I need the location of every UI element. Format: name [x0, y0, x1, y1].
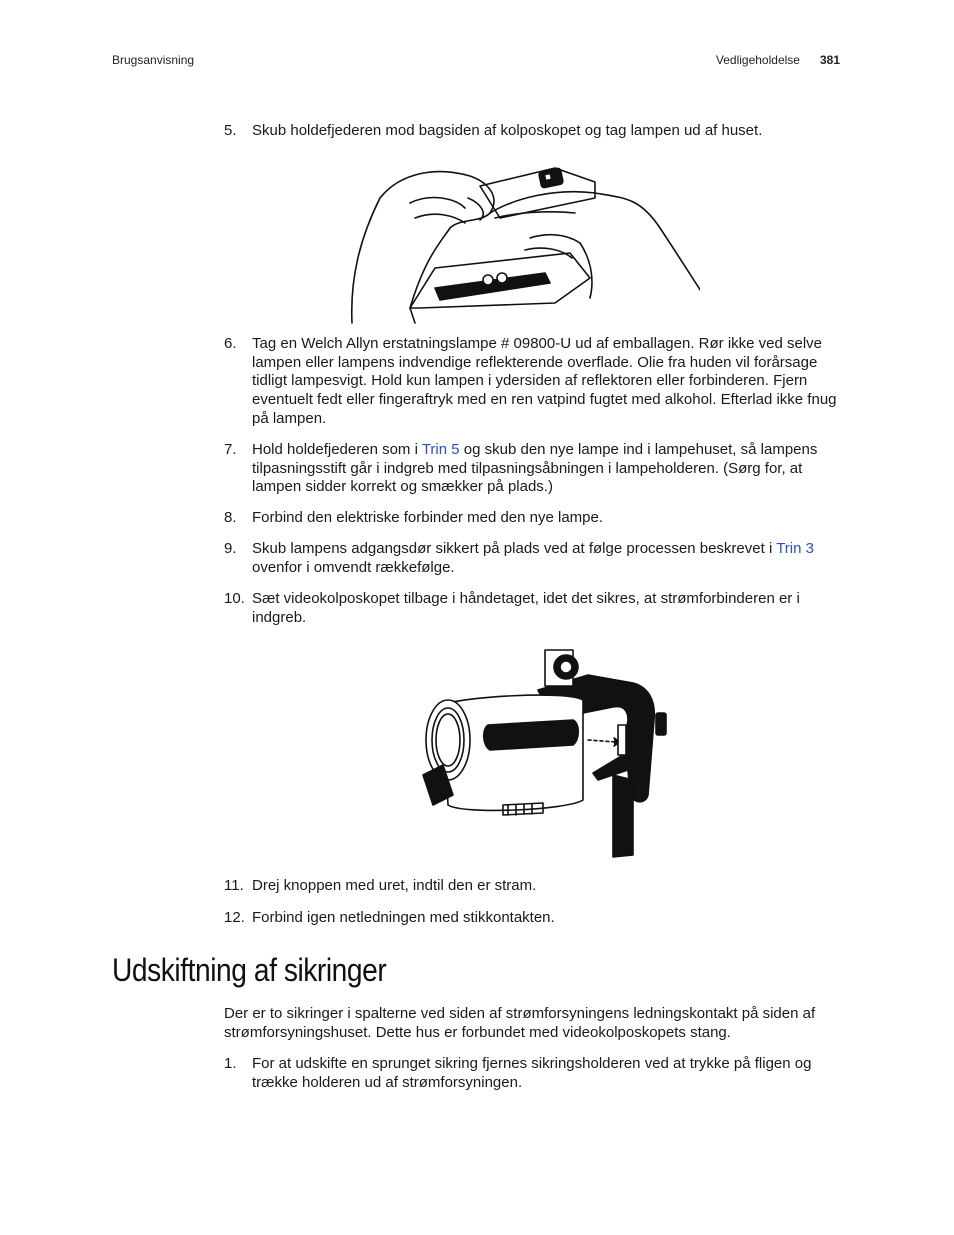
step-text: Tag en Welch Allyn erstatningslampe # 09800-U ud af emballagen. Rør ikke ved selve lampen eller lampens indvendige reflekterende overflade. Olie fra huden vil forårsage tidligt lampesvigt. Hold kun lampen i ydersiden af reflektoren eller forbinderen. Fjern eventuelt fedt eller fingeraftryk med en ren vatpind fugtet med alkohol. Efterlad ikke fnug på lampen.	[252, 335, 837, 427]
step-11	[224, 877, 844, 896]
colposcope-handle-illustration	[418, 645, 673, 865]
lamp-removal-illustration	[340, 158, 700, 326]
section-intro: Der er to sikringer i spalterne ved siden af strømforsyningens ledningskontakt på siden af strømforsyningshuset. Dette hus er forbundet med videokolposkopets stang.	[224, 1005, 816, 1041]
step-text-part: Skub lampens adgangsdør sikkert på plads ved at følge processen beskrevet i	[252, 540, 777, 557]
step-number: 9.	[224, 540, 237, 557]
step-9	[224, 540, 844, 577]
step-number: 8.	[224, 509, 237, 526]
step-number: 6.	[224, 335, 237, 352]
running-header-right	[716, 53, 840, 67]
running-header-left: Brugsanvisning	[112, 53, 195, 67]
fuse-step-1	[224, 1055, 844, 1092]
trin-3-link[interactable]: Trin 3	[776, 540, 814, 557]
step-12	[224, 909, 844, 928]
step-text: Forbind den elektriske forbinder med den nye lampe.	[252, 509, 604, 526]
step-number: 11.	[224, 877, 244, 894]
step-10	[224, 590, 844, 627]
step-number: 7.	[224, 441, 237, 458]
step-text: Skub holdefjederen mod bagsiden af kolposkopet og tag lampen ud af huset.	[252, 122, 763, 139]
step-6	[224, 335, 844, 429]
step-text: Drej knoppen med uret, indtil den er stram.	[252, 877, 537, 894]
step-5	[224, 122, 844, 141]
page-number: 381	[819, 53, 840, 67]
step-text-part: Hold holdefjederen som i	[252, 441, 422, 458]
step-text	[252, 540, 844, 577]
step-text: For at udskifte en sprunget sikring fjernes sikringsholderen ved at trykke på fligen og trække holderen ud af strømforsyningen.	[252, 1055, 812, 1091]
step-number: 12.	[224, 909, 245, 926]
step-text-part: ovenfor i omvendt rækkefølge.	[252, 558, 455, 576]
trin-5-link[interactable]: Trin 5	[421, 441, 460, 458]
step-text: Forbind igen netledningen med stikkontakten.	[252, 909, 555, 926]
step-number: 1.	[224, 1055, 237, 1072]
section-heading: Udskiftning af sikringer	[112, 952, 387, 988]
step-text-part: og skub den nye lampe ind i lampehuset, så lampens tilpasningsstift går i indgreb med tilpasningsåbningen i lampeholderen. (Sørg for, at lampen sidder korrekt og smækker på plads.)	[252, 441, 818, 496]
step-7	[224, 441, 844, 497]
header-section-title: Vedligeholdelse	[715, 53, 800, 67]
step-number: 5.	[224, 122, 237, 139]
step-text: Sæt videokolposkopet tilbage i håndetaget, idet det sikres, at strømforbinderen er i indgreb.	[252, 590, 800, 626]
step-8	[224, 509, 844, 528]
step-number: 10.	[224, 590, 245, 607]
step-text	[252, 441, 844, 497]
